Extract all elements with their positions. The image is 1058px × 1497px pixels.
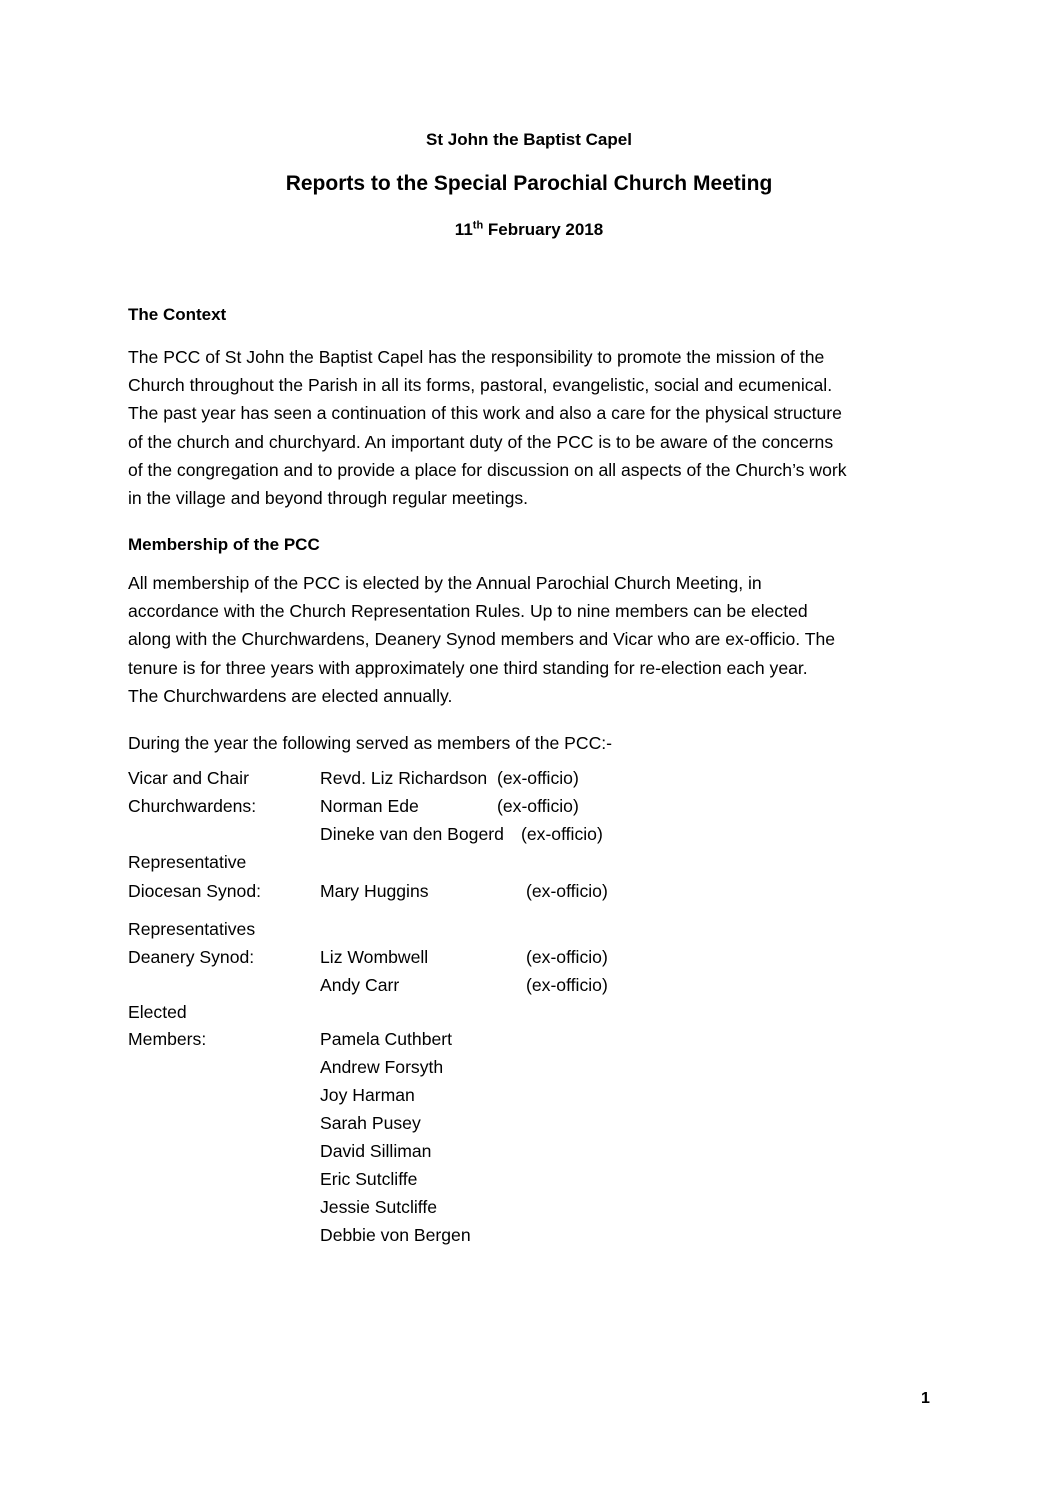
member-name: Norman Ede (320, 796, 419, 816)
member-name: Andrew Forsyth (320, 1057, 444, 1077)
context-line: of the congregation and to provide a place for discussion on all aspects of the Church’s work (128, 459, 847, 480)
membership-line: All membership of the PCC is elected by the Annual Parochial Church Meeting, in (128, 573, 762, 593)
member-status: (ex-officio) (497, 768, 579, 788)
member-role-label: Representative (128, 852, 247, 872)
member-role-label: Deanery Synod: (128, 947, 255, 967)
member-name: Andy Carr (320, 975, 400, 995)
church-name: St John the Baptist Capel (426, 130, 632, 149)
membership-paragraph (128, 569, 948, 710)
membership-line: The Churchwardens are elected annually. (128, 685, 453, 706)
context-line: in the village and beyond through regular meetings. (128, 487, 529, 508)
date-day: 11 (454, 220, 473, 239)
member-status: (ex-officio) (526, 975, 608, 995)
member-role-label: Churchwardens: (128, 796, 257, 816)
membership-line: tenure is for three years with approximately one third standing for re-election each year. (128, 657, 808, 678)
member-name: Jessie Sutcliffe (320, 1197, 438, 1217)
page-number: 1 (921, 1390, 930, 1407)
context-heading: The Context (128, 305, 227, 324)
context-line: Church throughout the Parish in all its forms, pastoral, evangelistic, social and ecumenical. (128, 375, 833, 396)
member-name: Joy Harman (320, 1085, 415, 1105)
context-line: The PCC of St John the Baptist Capel has the responsibility to promote the mission of the (128, 347, 825, 367)
date-suffix: th (472, 219, 484, 232)
membership-line: along with the Churchwardens, Deanery Synod members and Vicar who are ex-officio. The (128, 629, 836, 650)
member-role-label: Members: (128, 1029, 207, 1049)
context-paragraph (128, 343, 948, 512)
context-line: of the church and churchyard. An important duty of the PCC is to be aware of the concerns (128, 431, 834, 452)
member-status: (ex-officio) (497, 796, 579, 816)
member-name: Sarah Pusey (320, 1113, 421, 1133)
member-status: (ex-officio) (521, 824, 603, 844)
member-name: Debbie von Bergen (320, 1225, 471, 1245)
member-name: Revd. Liz Richardson (320, 768, 488, 788)
member-name: David Silliman (320, 1141, 432, 1161)
date-rest: February 2018 (483, 220, 604, 239)
member-name: Mary Huggins (320, 881, 429, 901)
member-role-label: Diocesan Synod: (128, 881, 262, 901)
member-name: Dineke van den Bogerd (320, 824, 504, 844)
member-role-label: Elected (128, 1002, 187, 1022)
meeting-date (0, 220, 1058, 240)
document-title: Reports to the Special Parochial Church Meeting (285, 172, 773, 195)
members-intro: During the year the following served as members of the PCC:- (128, 733, 613, 753)
member-status: (ex-officio) (526, 881, 608, 901)
membership-line: accordance with the Church Representation Rules. Up to nine members can be elected (128, 601, 808, 622)
member-name: Liz Wombwell (320, 947, 429, 967)
member-name: Pamela Cuthbert (320, 1029, 453, 1049)
membership-heading: Membership of the PCC (128, 535, 320, 554)
member-role-label: Representatives (128, 919, 256, 939)
context-line: The past year has seen a continuation of this work and also a care for the physical structure (128, 403, 842, 424)
member-role-label: Vicar and Chair (128, 768, 249, 788)
member-name: Eric Sutcliffe (320, 1169, 418, 1189)
member-status: (ex-officio) (526, 947, 608, 967)
